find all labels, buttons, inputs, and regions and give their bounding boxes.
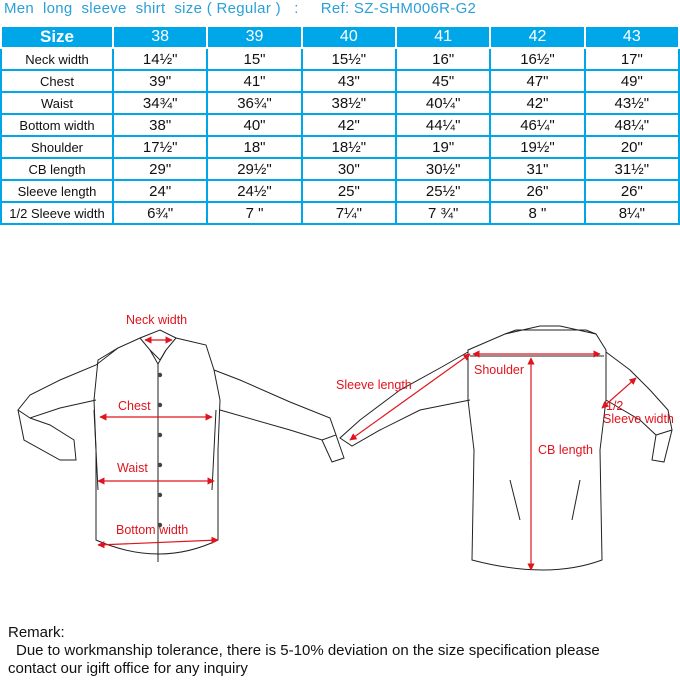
size-corner: Size [1, 26, 113, 48]
label-waist: Waist [117, 461, 148, 475]
size-col-43: 43 [585, 26, 679, 48]
size-value-cell: 17" [585, 48, 679, 70]
size-value-cell: 34¾" [113, 92, 207, 114]
row-label: 1/2 Sleeve width [1, 202, 113, 224]
size-value-cell: 19" [396, 136, 490, 158]
label-shoulder: Shoulder [474, 363, 525, 377]
size-value-cell: 8¼" [585, 202, 679, 224]
size-header-row [1, 26, 679, 48]
size-value-cell: 42" [490, 92, 584, 114]
size-value-cell: 24" [113, 180, 207, 202]
title-text: Men long sleeve shirt size ( Regular ) : [4, 0, 299, 17]
size-row [1, 202, 679, 224]
size-value-cell: 38" [113, 114, 207, 136]
size-row [1, 48, 679, 70]
row-label: CB length [1, 158, 113, 180]
remark-heading: Remark: [8, 624, 65, 641]
size-row [1, 92, 679, 114]
size-row [1, 114, 679, 136]
remark-line-2: contact our igift office for any inquiry [8, 660, 248, 677]
size-value-cell: 7 ¾" [396, 202, 490, 224]
ref-code: Ref: SZ-SHM006R-G2 [320, 0, 477, 17]
size-row [1, 136, 679, 158]
size-value-cell: 42" [302, 114, 396, 136]
size-value-cell: 15½" [302, 48, 396, 70]
size-col-40: 40 [302, 26, 396, 48]
label-half-sleeve-b: Sleeve width [603, 412, 674, 426]
size-value-cell: 19½" [490, 136, 584, 158]
size-value-cell: 8 " [490, 202, 584, 224]
size-row [1, 70, 679, 92]
size-value-cell: 29" [113, 158, 207, 180]
size-value-cell: 48¼" [585, 114, 679, 136]
size-value-cell: 14½" [113, 48, 207, 70]
size-value-cell: 25½" [396, 180, 490, 202]
size-value-cell: 41" [207, 70, 301, 92]
row-label: Bottom width [1, 114, 113, 136]
size-col-42: 42 [490, 26, 584, 48]
size-value-cell: 18½" [302, 136, 396, 158]
size-value-cell: 40¼" [396, 92, 490, 114]
size-row [1, 180, 679, 202]
size-col-38: 38 [113, 26, 207, 48]
size-value-cell: 45" [396, 70, 490, 92]
size-value-cell: 31½" [585, 158, 679, 180]
row-label: Chest [1, 70, 113, 92]
row-label: Waist [1, 92, 113, 114]
size-value-cell: 43½" [585, 92, 679, 114]
size-value-cell: 47" [490, 70, 584, 92]
size-value-cell: 18" [207, 136, 301, 158]
size-value-cell: 20" [585, 136, 679, 158]
size-value-cell: 7¼" [302, 202, 396, 224]
label-cb-length: CB length [538, 443, 593, 457]
label-half-sleeve-a: 1/2 [606, 399, 624, 413]
size-value-cell: 26" [585, 180, 679, 202]
size-col-41: 41 [396, 26, 490, 48]
size-value-cell: 6¾" [113, 202, 207, 224]
size-value-cell: 30" [302, 158, 396, 180]
label-sleeve-length: Sleeve length [336, 378, 412, 392]
size-value-cell: 38½" [302, 92, 396, 114]
size-value-cell: 29½" [207, 158, 301, 180]
size-value-cell: 43" [302, 70, 396, 92]
size-col-39: 39 [207, 26, 301, 48]
remark-line-1: Due to workmanship tolerance, there is 5-10% deviation on the size specification please [16, 642, 600, 659]
size-value-cell: 46¼" [490, 114, 584, 136]
size-value-cell: 36¾" [207, 92, 301, 114]
label-bottom-width: Bottom width [116, 523, 189, 537]
size-value-cell: 16" [396, 48, 490, 70]
size-value-cell: 49" [585, 70, 679, 92]
label-chest: Chest [118, 399, 151, 413]
size-value-cell: 7 " [207, 202, 301, 224]
size-value-cell: 26" [490, 180, 584, 202]
label-neck-width: Neck width [126, 313, 188, 327]
size-value-cell: 25" [302, 180, 396, 202]
size-value-cell: 30½" [396, 158, 490, 180]
size-value-cell: 31" [490, 158, 584, 180]
chart-title [4, 0, 476, 17]
size-value-cell: 24½" [207, 180, 301, 202]
row-label: Shoulder [1, 136, 113, 158]
row-label: Sleeve length [1, 180, 113, 202]
size-value-cell: 15" [207, 48, 301, 70]
size-value-cell: 17½" [113, 136, 207, 158]
size-table [0, 25, 680, 225]
shirt-diagram [0, 290, 680, 590]
row-label: Neck width [1, 48, 113, 70]
remark-block [8, 624, 600, 678]
size-value-cell: 40" [207, 114, 301, 136]
size-value-cell: 44¼" [396, 114, 490, 136]
size-value-cell: 39" [113, 70, 207, 92]
size-value-cell: 16½" [490, 48, 584, 70]
size-row [1, 158, 679, 180]
